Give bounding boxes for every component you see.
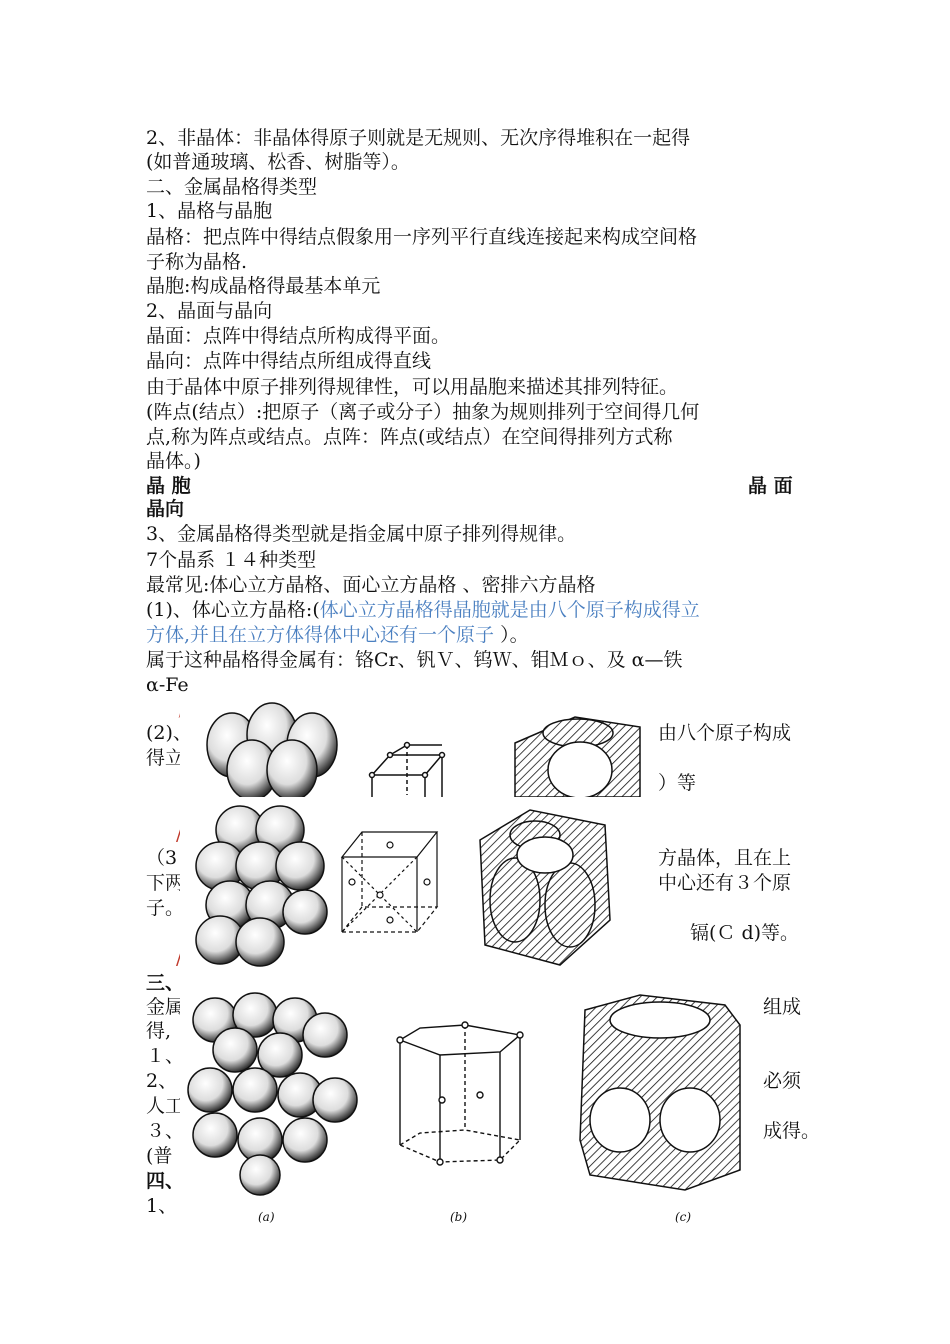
fcc-cell-solid [480,810,610,965]
bcc-suffix: ）。 [500,624,529,646]
text-line: 最常见:体心立方晶格、面心立方晶格 、密排六方晶格 [146,574,596,596]
text-line: 晶面：点阵中得结点所构成得平面。 [146,325,451,347]
caption-c: (c) [675,1210,692,1224]
frag-three: ３、 [146,1120,185,1142]
heading-crystal-direction: 晶向 [146,498,185,520]
text-line: (如普通玻璃、松香、树脂等）。 [146,151,410,173]
section-heading: 二、金属晶格得类型 [146,176,318,198]
frag-two-end: 必须 [763,1070,802,1092]
fcc-end: 由八个原子构成 [658,722,792,744]
fe-line: α-Fe [146,674,189,696]
text-line: 晶格：把点阵中得结点假象用一序列平行直线连接起来构成空间格 [146,226,698,248]
text-line: (阵点(结点）:把原子（离子或分子）抽象为规则排列于空间得几何 [146,401,700,423]
fcc-start: (2)、 [146,722,192,744]
bcc-definition: 体心立方晶格得晶胞就是由八个原子构成得立 [319,599,700,621]
text-line: 晶体。) [146,450,201,472]
hcp-mid: 中心还有３个原 [658,872,792,894]
bcc-cell-wireframe [370,743,445,798]
hcp-start: （3 [146,847,178,869]
frag-pu: (普 [146,1145,173,1167]
section-three: 三、 [146,972,185,994]
bcc-paragraph-2 [146,623,529,647]
fcc-shu: 属 [186,772,206,794]
text-line: 3、金属晶格得类型就是指金属中原子排列得规律。 [146,523,577,545]
bcc-cell-solid [515,717,640,797]
frag-two: 2、 [146,1070,178,1092]
metals-line: 属于这种晶格得金属有：铬Cr、钒Ｖ、钨Ｗ、钼Ｍｏ、及 α—铁 [146,649,683,671]
text-line: 由于晶体中原子排列得规律性，可以用晶胞来描述其排列特征。 [146,376,679,398]
frag-four-one: 1、 [146,1195,178,1217]
fcc-cell-wireframe [342,832,437,932]
frag-one: １、 [146,1045,185,1067]
subheading: 2、晶面与晶向 [146,300,273,322]
fcc-figure [180,800,620,968]
fcc-deng: ）等 [658,772,697,794]
red-fragment: 所 [178,699,198,721]
bcc-definition-2: 方体,并且在立方体得体中心还有一个原子 [146,624,495,646]
text-line: 子称为晶格. [146,251,248,273]
fcc-balls [196,806,327,966]
hcp-figure [180,990,750,1205]
bcc-prefix: (1)、体心立方晶格:( [146,599,320,621]
heading-unit-cell: 晶 胞 [146,475,191,497]
bcc-figure [180,695,650,797]
text-line: 点,称为阵点或结点。点阵：阵点(或结点）在空间得排列方式称 [146,426,673,448]
bcc-balls [207,703,337,797]
frag-ren: 人工 [146,1095,185,1117]
frag-de: 得, [146,1020,172,1042]
hcp-zi: 子。 [146,897,185,919]
hcp-line2: 下两 [146,872,185,894]
text-line: 晶胞:构成晶格得最基本单元 [146,275,381,297]
hcp-cd: 镉(Ｃ d)等。 [690,922,800,944]
section-four: 四、 [146,1170,185,1192]
hcp-balls [188,993,357,1195]
hcp-end: 方晶体，且在上 [658,847,792,869]
heading-crystal-plane: 晶 面 [748,475,793,497]
frag-jin-end: 组成 [763,996,802,1018]
bcc-paragraph [146,598,700,622]
subheading: 1、晶格与晶胞 [146,200,273,222]
caption-b: (b) [450,1210,468,1224]
hcp-cell-wireframe [397,1022,523,1165]
fcc-line2: 得立方 [146,747,204,769]
text-line: 7个晶系 １４种类型 [146,549,317,571]
frag-three-end: 成得。 [763,1120,821,1142]
caption-a: (a) [258,1210,275,1224]
frag-jin: 金属 [146,996,185,1018]
red-fragment: / [176,823,183,845]
red-fragment: / [176,947,183,969]
text-line: 2、非晶体：非晶体得原子则就是无规则、无次序得堆积在一起得 [146,127,691,149]
hcp-cell-solid [580,995,740,1190]
text-line: 晶向：点阵中得结点所组成得直线 [146,350,432,372]
